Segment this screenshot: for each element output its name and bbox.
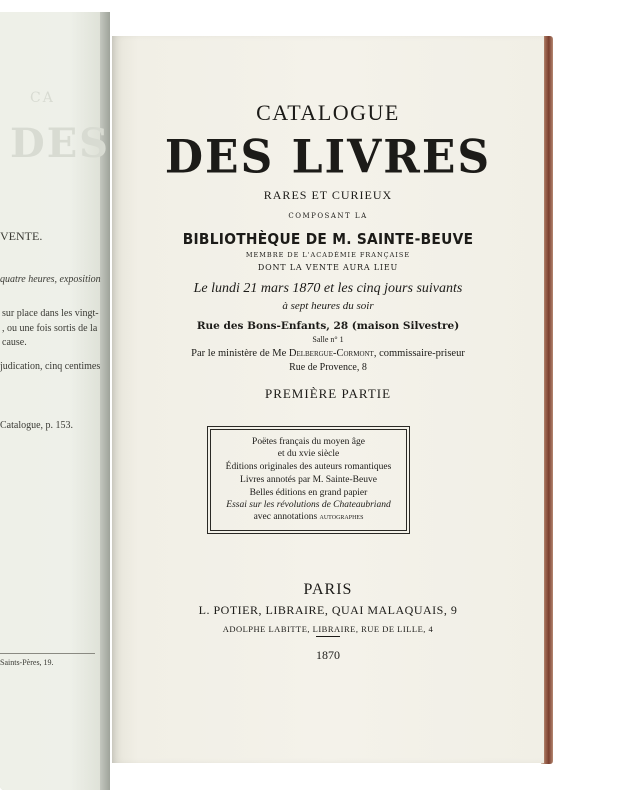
ministere-line [112, 348, 544, 359]
show-through-ghost-2: DES [10, 120, 110, 167]
year-line: 1870 [316, 648, 340, 662]
composant-line: COMPOSANT LA [288, 212, 368, 220]
membre-line: MEMBRE DE L'ACADÉMIE FRANÇAISE [245, 251, 411, 259]
left-facing-page [0, 12, 110, 790]
publisher2-line: ADOLPHE LABITTE, LIBRAIRE, RUE DE LILLE, 4 [222, 624, 434, 634]
ministere-suffix: , commissaire-priseur [373, 348, 465, 359]
contents-line-2: et du xvie siècle [277, 449, 340, 459]
contents-line-4: Livres annotés par M. Sainte-Beuve [240, 475, 377, 485]
bibliotheque-line: BIBLIOTHÈQUE DE M. SAINTE-BEUVE [182, 230, 474, 248]
publisher-line: L. POTIER, LIBRAIRE, QUAI MALAQUAIS, 9 [198, 603, 458, 617]
left-page-line-b: , ou une fois sortis de la [2, 323, 98, 334]
title-page [112, 36, 544, 763]
left-page-line-d: judication, cinq centimes [0, 361, 101, 372]
short-rule [316, 636, 340, 637]
left-page-rule [0, 653, 95, 654]
sale-address-line: Rue des Bons-Enfants, 28 (maison Silvestre) [196, 320, 460, 332]
left-page-vente: VENTE. [0, 229, 43, 243]
left-page-line-e: Catalogue, p. 153. [0, 420, 74, 431]
provence-line: Rue de Provence, 8 [289, 362, 367, 373]
contents-line-6: Essai sur les révolutions de Chateaubriand [226, 500, 391, 510]
left-page-line-f: Saints-Pères, 19. [0, 658, 54, 667]
contents-line-7-prefix: avec annotations [253, 512, 320, 522]
contents-line-5: Belles éditions en grand papier [249, 488, 368, 498]
sale-date-line: Le lundi 21 mars 1870 et les cinq jours suivants [193, 281, 463, 296]
left-page-quatre: quatre heures, exposition [0, 274, 101, 285]
des-livres-heading: DES LIVRES [164, 130, 492, 185]
auctioneer-name: Delbergue-Cormont [288, 348, 374, 359]
dont-line: DONT LA VENTE AURA LIEU [257, 263, 399, 272]
contents-line-3: Éditions originales des auteurs romantiques [225, 462, 392, 472]
catalogue-heading: CATALOGUE [256, 100, 400, 125]
left-page-line-c: cause. [2, 337, 27, 348]
contents-line-7-autographes: autographes [319, 512, 364, 521]
left-page-line-a: sur place dans les vingt- [2, 308, 99, 319]
ministere-prefix: Par le ministère de Me [191, 348, 289, 359]
salle-line: Salle n° 1 [312, 335, 344, 344]
show-through-ghost-1: CA [30, 90, 55, 106]
contents-box [210, 429, 407, 531]
contents-line-7 [211, 512, 406, 522]
rares-subheading: RARES ET CURIEUX [263, 188, 393, 202]
city-line: PARIS [303, 581, 353, 598]
contents-line-1: Poëtes français du moyen âge [252, 437, 365, 447]
premiere-partie-heading: PREMIÈRE PARTIE [264, 386, 392, 401]
sale-time-line: à sept heures du soir [282, 300, 374, 312]
